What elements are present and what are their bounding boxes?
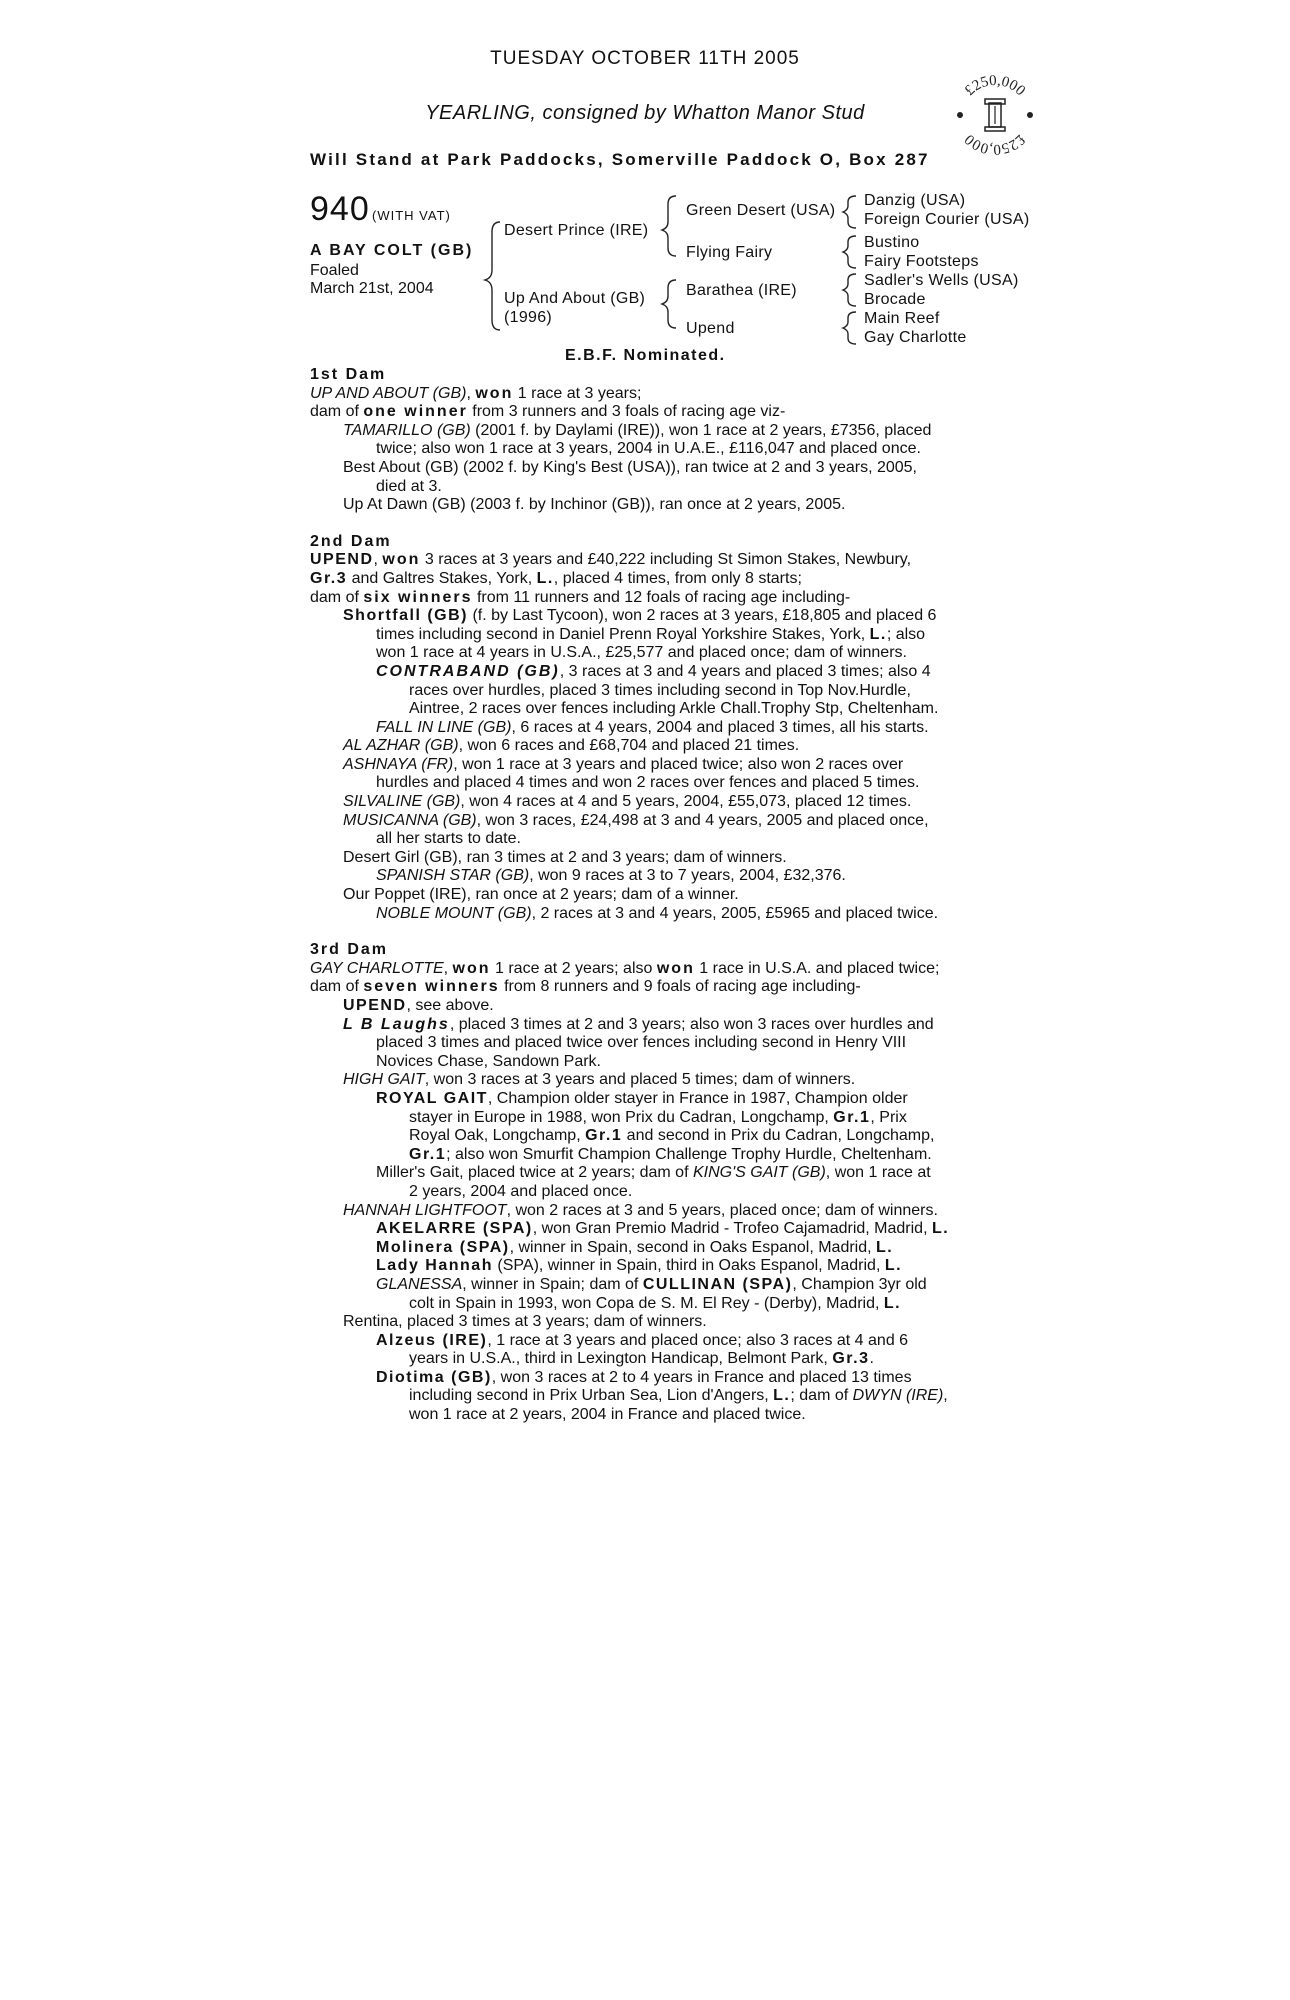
produce-entry: TAMARILLO (GB) (2001 f. by Daylami (IRE)), won 1 race at 2 years, £7356, placed: [343, 421, 932, 439]
produce-entry-cont: Royal Oak, Longchamp, Gr.1 and second in Prix du Cadran, Longchamp,: [409, 1127, 935, 1145]
produce-entry-cont: years in U.S.A., third in Lexington Handicap, Belmont Park, Gr.3.: [409, 1350, 874, 1368]
produce-entry-cont: placed 3 times and placed twice over fences including second in Henry VIII: [376, 1034, 907, 1052]
produce-entry-cont: colt in Spain in 1993, won Copa de S. M. El Rey - (Derby), Madrid, L.: [409, 1294, 902, 1312]
produce-entry: Lady Hannah (SPA), winner in Spain, third in Oaks Espanol, Madrid, L.: [376, 1257, 903, 1275]
produce-entry: Best About (GB) (2002 f. by King's Best (USA)), ran twice at 2 and 3 years, 2005,: [343, 458, 917, 476]
dam-produce-line: dam of one winner from 3 runners and 3 foals of racing age viz-: [310, 403, 786, 421]
produce-entry: ASHNAYA (FR), won 1 race at 3 years and placed twice; also won 2 races over: [343, 755, 904, 773]
produce-entry-cont: all her starts to date.: [376, 830, 521, 848]
produce-entry-cont: times including second in Daniel Prenn Royal Yorkshire Stakes, York, L.; also: [376, 625, 926, 643]
dam-dam: Upend: [686, 320, 735, 337]
produce-entry-cont: including second in Prix Urban Sea, Lion d'Angers, L.; dam of DWYN (IRE),: [409, 1387, 948, 1405]
great-grandparent-4: Fairy Footsteps: [864, 253, 979, 270]
foaled-label: Foaled: [310, 262, 359, 279]
produce-entry: MUSICANNA (GB), won 3 races, £24,498 at 3 and 4 years, 2005 and placed once,: [343, 811, 929, 829]
dam: Up And About (GB): [504, 290, 646, 307]
produce-entry: ROYAL GAIT, Champion older stayer in France in 1987, Champion older: [376, 1089, 908, 1107]
seal-text-bottom: £250,000: [961, 130, 1029, 158]
great-grandparent-8: Gay Charlotte: [864, 329, 967, 346]
produce-entry: CONTRABAND (GB), 3 races at 3 and 4 years and placed 3 times; also 4: [376, 662, 931, 680]
produce-entry-cont: hurdles and placed 4 times and won 2 races over fences and placed 5 times.: [376, 774, 920, 792]
dam-summary-line: UP AND ABOUT (GB), won 1 race at 3 years;: [310, 384, 642, 402]
great-grandparent-5: Sadler's Wells (USA): [864, 272, 1019, 289]
consignment-line: YEARLING, consigned by Whatton Manor Stud: [425, 102, 865, 124]
catalogue-text: [310, 366, 1000, 1425]
svg-text:£250,000: [962, 131, 1028, 157]
dam-produce-line: dam of six winners from 11 runners and 12 foals of racing age including-: [310, 588, 851, 606]
produce-entry: AKELARRE (SPA), won Gran Premio Madrid - Trofeo Cajamadrid, Madrid, L.: [376, 1220, 950, 1238]
produce-entry: HANNAH LIGHTFOOT, won 2 races at 3 and 5 years, placed once; dam of winners.: [343, 1201, 938, 1219]
second-dam-section: [310, 533, 1000, 923]
produce-entry-cont: won 1 race at 4 years in U.S.A., £25,577 and placed once; dam of winners.: [376, 644, 907, 662]
dam-year: (1996): [504, 309, 553, 326]
produce-entry: AL AZHAR (GB), won 6 races and £68,704 and placed 21 times.: [343, 737, 800, 755]
sire-dam: Flying Fairy: [686, 244, 773, 261]
produce-entry: Rentina, placed 3 times at 3 years; dam of winners.: [343, 1313, 707, 1331]
svg-text:£250,000: [962, 73, 1028, 99]
produce-entry: Our Poppet (IRE), ran once at 2 years; dam of a winner.: [343, 886, 739, 904]
produce-entry-cont: 2 years, 2004 and placed once.: [409, 1182, 633, 1200]
produce-entry-cont: Aintree, 2 races over fences including Arkle Chall.Trophy Stp, Cheltenham.: [409, 700, 939, 718]
produce-entry: Shortfall (GB) (f. by Last Tycoon), won 2 races at 3 years, £18,805 and placed 6: [343, 607, 937, 625]
dam-produce-line: dam of seven winners from 8 runners and 9 foals of racing age including-: [310, 978, 861, 996]
dam-summary-line: UPEND, won 3 races at 3 years and £40,222 including St Simon Stakes, Newbury,: [310, 551, 912, 569]
produce-entry: Up At Dawn (GB) (2003 f. by Inchinor (GB)), ran once at 2 years, 2005.: [343, 496, 846, 514]
first-dam-section: [310, 366, 1000, 515]
produce-entry: L B Laughs, placed 3 times at 2 and 3 years; also won 3 races over hurdles and: [343, 1015, 934, 1033]
produce-entry: Molinera (SPA), winner in Spain, second in Oaks Espanol, Madrid, L.: [376, 1238, 894, 1256]
dam-sire: Barathea (IRE): [686, 282, 797, 299]
great-grandparent-7: Main Reef: [864, 310, 940, 327]
produce-entry-cont: stayer in Europe in 1988, won Prix du Cadran, Longchamp, Gr.1, Prix: [409, 1108, 907, 1126]
lot-number: 940: [310, 190, 370, 228]
produce-entry-cont: died at 3.: [376, 477, 442, 495]
stand-location: Will Stand at Park Paddocks, Somerville Paddock O, Box 287: [310, 150, 930, 169]
great-grandparent-1: Danzig (USA): [864, 192, 966, 209]
produce-entry: Alzeus (IRE), 1 race at 3 years and placed once; also 3 races at 4 and 6: [376, 1331, 909, 1349]
ebf-nominated: E.B.F. Nominated.: [565, 347, 726, 364]
produce-entry-cont: Gr.1; also won Smurfit Champion Challenge Trophy Hurdle, Cheltenham.: [409, 1145, 932, 1163]
produce-entry: Miller's Gait, placed twice at 2 years; dam of KING'S GAIT (GB), won 1 race at: [376, 1164, 931, 1182]
vat-note: (WITH VAT): [372, 208, 451, 223]
section-heading: 1st Dam: [310, 366, 387, 383]
horse-description: A BAY COLT (GB): [310, 242, 474, 259]
great-grandparent-2: Foreign Courier (USA): [864, 211, 1030, 228]
produce-entry-cont: races over hurdles, placed 3 times including second in Top Nov.Hurdle,: [409, 681, 911, 699]
sire-sire: Green Desert (USA): [686, 202, 836, 219]
produce-entry-cont: won 1 race at 2 years, 2004 in France and placed twice.: [409, 1406, 806, 1424]
great-grandparent-6: Brocade: [864, 291, 926, 308]
produce-entry: SPANISH STAR (GB), won 9 races at 3 to 7 years, 2004, £32,376.: [376, 867, 846, 885]
sire: Desert Prince (IRE): [504, 222, 649, 239]
sale-date: TUESDAY OCTOBER 11TH 2005: [490, 48, 800, 69]
seal-text-top: £250,000: [961, 72, 1029, 100]
produce-entry: GLANESSA, winner in Spain; dam of CULLINAN (SPA), Champion 3yr old: [376, 1275, 927, 1293]
produce-entry: Desert Girl (GB), ran 3 times at 2 and 3 years; dam of winners.: [343, 848, 787, 866]
dam-summary-line: GAY CHARLOTTE, won 1 race at 2 years; also won 1 race in U.S.A. and placed twice;: [310, 959, 940, 977]
produce-entry: SILVALINE (GB), won 4 races at 4 and 5 years, 2004, £55,073, placed 12 times.: [343, 793, 912, 811]
great-grandparent-3: Bustino: [864, 234, 920, 251]
section-heading: 2nd Dam: [310, 532, 392, 550]
produce-entry-cont: Novices Chase, Sandown Park.: [376, 1052, 601, 1070]
dam-summary-line: Gr.3 and Galtres Stakes, York, L., placed 4 times, from only 8 starts;: [310, 569, 802, 587]
price-seal-icon: [950, 70, 1040, 160]
produce-entry: FALL IN LINE (GB), 6 races at 4 years, 2004 and placed 3 times, all his starts.: [376, 718, 929, 736]
produce-entry: UPEND, see above.: [343, 997, 494, 1014]
produce-entry: NOBLE MOUNT (GB), 2 races at 3 and 4 years, 2005, £5965 and placed twice.: [376, 904, 939, 922]
produce-entry: Diotima (GB), won 3 races at 2 to 4 years in France and placed 13 times: [376, 1368, 912, 1386]
third-dam-section: [310, 941, 1000, 1424]
section-heading: 3rd Dam: [310, 941, 389, 959]
produce-entry: HIGH GAIT, won 3 races at 3 years and placed 5 times; dam of winners.: [343, 1071, 856, 1089]
produce-entry-cont: twice; also won 1 race at 3 years, 2004 in U.A.E., £116,047 and placed once.: [376, 440, 921, 458]
foaled-date: March 21st, 2004: [310, 280, 434, 297]
